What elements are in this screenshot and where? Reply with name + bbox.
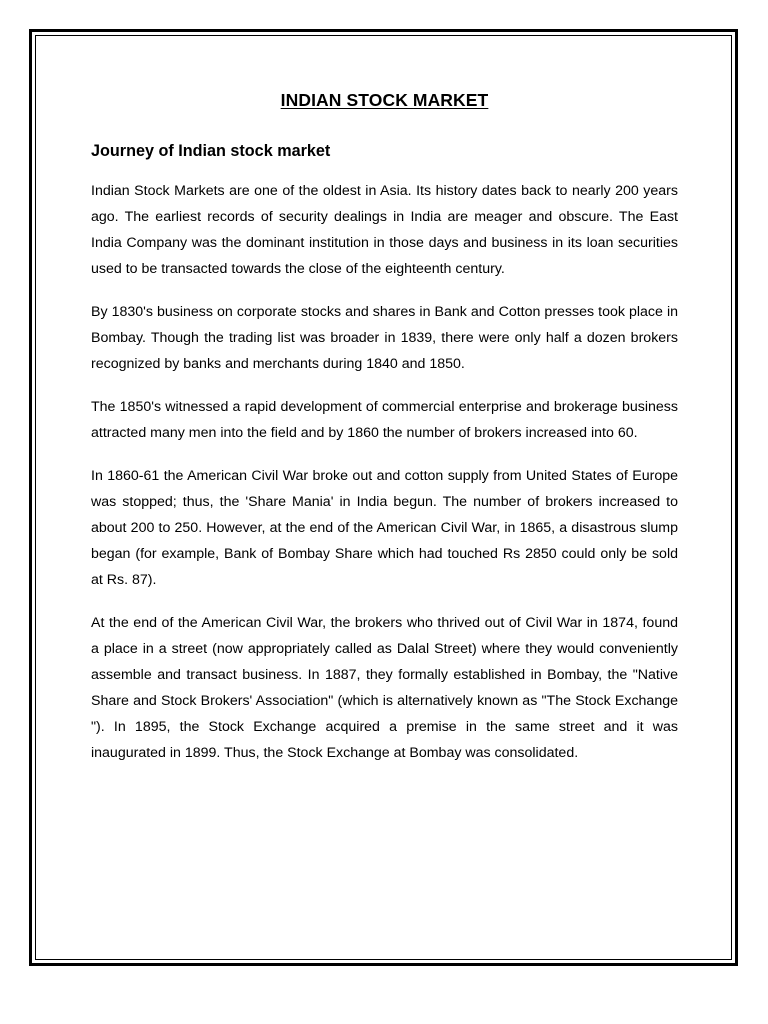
document-title: INDIAN STOCK MARKET	[280, 90, 489, 110]
section-heading: Journey of Indian stock market	[91, 142, 331, 160]
paragraph-5: At the end of the American Civil War, the brokers who thrived out of Civil War in 1874, found a place in a street (now appropriately called as Dalal Street) where they would conveniently assemble and transact business. In 1887, they formally established in Bombay, the "Native Share and Stock Brokers' Association" (which is alternatively known as "The Stock Exchange "). In 1895, the Stock Exchange acquired a premise in the same street and it was inaugurated in 1899. Thus, the Stock Exchange at Bombay was consolidated.	[91, 615, 678, 761]
paragraph-1: Indian Stock Markets are one of the oldest in Asia. Its history dates back to nearly 200 years ago. The earliest records of security dealings in India are meager and obscure. The East India Company was the dominant institution in those days and business in its loan securities used to be transacted towards the close of the eighteenth century.	[91, 183, 678, 277]
paragraph-3: The 1850's witnessed a rapid development of commercial enterprise and brokerage business attracted many men into the field and by 1860 the number of brokers increased into 60.	[91, 399, 678, 441]
document-body	[91, 88, 678, 783]
paragraph-2: By 1830's business on corporate stocks and shares in Bank and Cotton presses took place in Bombay. Though the trading list was broader in 1839, there were only half a dozen brokers recognized by banks and merchants during 1840 and 1850.	[91, 304, 678, 372]
paragraph-4: In 1860-61 the American Civil War broke out and cotton supply from United States of Europe was stopped; thus, the 'Share Mania' in India begun. The number of brokers increased to about 200 to 250. However, at the end of the American Civil War, in 1865, a disastrous slump began (for example, Bank of Bombay Share which had touched Rs 2850 could only be sold at Rs. 87).	[91, 468, 678, 588]
